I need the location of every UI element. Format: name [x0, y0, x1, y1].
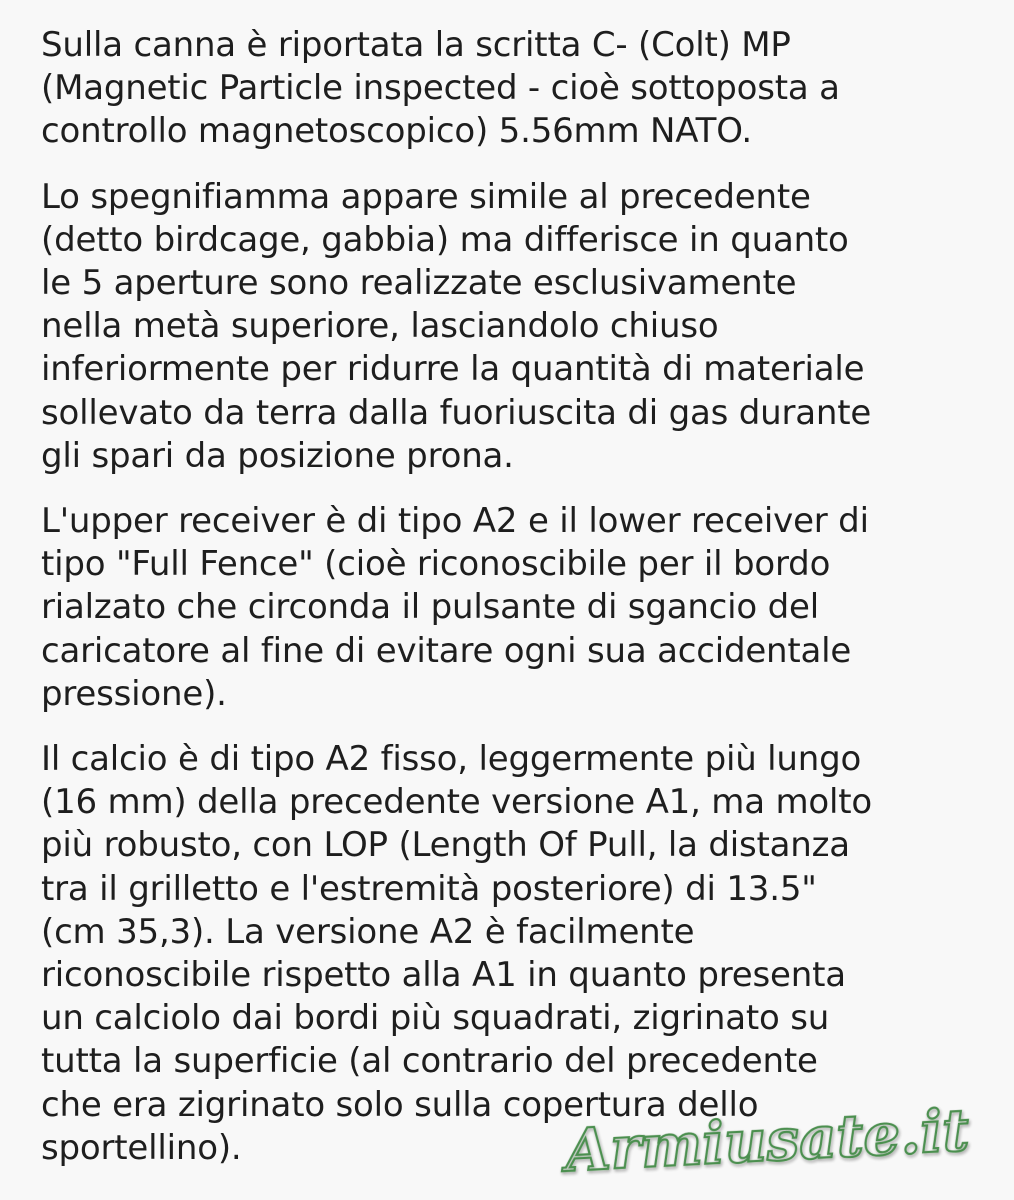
text-line: L'upper receiver è di tipo A2 e il lower receiver di [41, 501, 869, 542]
text-line: che era zigrinato solo sulla copertura dello [41, 1084, 759, 1125]
text-line: gli spari da posizione prona. [41, 435, 514, 476]
text-line: sportellino). [41, 1127, 242, 1168]
paragraph [41, 24, 996, 154]
text-line: tutta la superficie (al contrario del precedente [41, 1041, 818, 1082]
text-line: le 5 aperture sono realizzate esclusivamente [41, 263, 797, 304]
watermark-logo [555, 1082, 995, 1192]
text-line: Il calcio è di tipo A2 fisso, leggermente più lungo [41, 739, 862, 780]
text-line: tipo "Full Fence" (cioè riconoscibile per il bordo [41, 544, 831, 585]
text-line: riconoscibile rispetto alla A1 in quanto presenta [41, 955, 846, 996]
text-line: inferiormente per ridurre la quantità di materiale [41, 349, 865, 390]
text-line: caricatore al fine di evitare ogni sua accidentale [41, 630, 852, 671]
text-line: rialzato che circonda il pulsante di sgancio del [41, 587, 819, 628]
watermark-text: Armiusate.it [563, 1095, 971, 1185]
text-line: un calciolo dai bordi più squadrati, zigrinato su [41, 998, 830, 1039]
text-line: nella metà superiore, lasciandolo chiuso [41, 306, 719, 347]
article-text [41, 24, 996, 1192]
text-line: (Magnetic Particle inspected - cioè sottoposta a [41, 68, 840, 109]
text-line: (16 mm) della precedente versione A1, ma molto [41, 782, 872, 823]
text-line: Sulla canna è riportata la scritta C- (Colt) MP [41, 25, 791, 65]
text-line: Lo spegnifiamma appare simile al precedente [41, 176, 811, 217]
text-line: sollevato da terra dalla fuoriuscita di gas durante [41, 392, 872, 433]
text-line: più robusto, con LOP (Length Of Pull, la distanza [41, 825, 850, 866]
text-line: (cm 35,3). La versione A2 è facilmente [41, 911, 695, 952]
text-line: pressione). [41, 673, 227, 714]
text-line: (detto birdcage, gabbia) ma differisce in quanto [41, 219, 849, 260]
paragraph [41, 176, 996, 478]
text-line: controllo magnetoscopico) 5.56mm NATO. [41, 111, 753, 152]
text-line: tra il grilletto e l'estremità posteriore) di 13.5" [41, 868, 817, 909]
paragraph [41, 500, 996, 716]
